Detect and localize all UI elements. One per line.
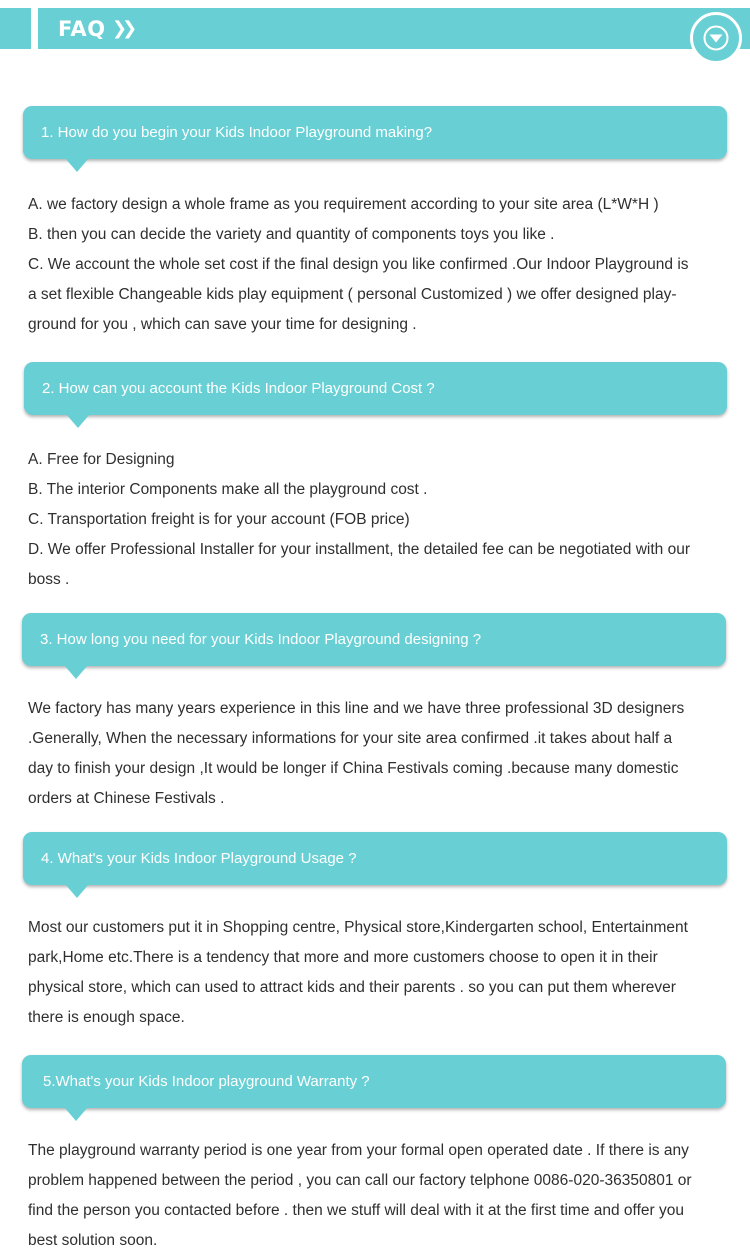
faq-question-5 (22, 1055, 726, 1108)
answer-line: a set flexible Changeable kids play equipment ( personal Customized ) we offer designed play- (28, 286, 677, 303)
answer-line: The playground warranty period is one year from your formal open operated date . If there is any (28, 1142, 689, 1159)
answer-line: We factory has many years experience in this line and we have three professional 3D designers (28, 700, 685, 717)
answer-line: park,Home etc.There is a tendency that more and more customers choose to open it in their (28, 949, 658, 966)
speech-tail (65, 158, 89, 172)
faq-answer-5 (28, 1136, 728, 1256)
answer-line: problem happened between the period , you can call our factory telphone 0086-020-36350801 or (28, 1172, 692, 1189)
speech-tail (66, 414, 90, 428)
speech-tail (64, 1107, 88, 1121)
question-text: 2. How can you account the Kids Indoor Playground Cost ? (42, 380, 435, 397)
answer-line: ground for you , which can save your time for designing . (28, 316, 417, 333)
answer-line: boss . (28, 571, 70, 588)
answer-line: orders at Chinese Festivals . (28, 790, 225, 807)
answer-line: D. We offer Professional Installer for your installment, the detailed fee can be negotiated with our (28, 541, 690, 558)
answer-line: there is enough space. (28, 1009, 185, 1026)
answer-line: B. then you can decide the variety and quantity of components toys you like . (28, 226, 555, 243)
faq-question-4 (23, 832, 727, 885)
speech-tail (65, 884, 89, 898)
faq-answer-4 (28, 913, 728, 1033)
answer-line: best solution soon. (28, 1232, 158, 1249)
question-text: 3. How long you need for your Kids Indoor Playground designing ? (40, 631, 482, 648)
chevron-down-circle-icon[interactable] (690, 12, 742, 64)
faq-answer-2 (28, 445, 728, 595)
page-title: FAQ (58, 17, 106, 41)
answer-line: Most our customers put it in Shopping centre, Physical store,Kindergarten school, Entertainment (28, 919, 688, 936)
answer-line: day to finish your design ,It would be longer if China Festivals coming .because many domestic (28, 760, 679, 777)
faq-question-1 (23, 106, 727, 159)
answer-line: C. We account the whole set cost if the final design you like confirmed .Our Indoor Playground is (28, 256, 689, 273)
faq-answer-1 (28, 190, 728, 340)
answer-line: find the person you contacted before . then we stuff will deal with it at the first time and offer you (28, 1202, 684, 1219)
answer-line: C. Transportation freight is for your account (FOB price) (28, 511, 410, 528)
answer-line: A. Free for Designing (28, 451, 175, 468)
question-text: 5.What's your Kids Indoor playground Warranty ? (43, 1073, 370, 1090)
header-bar (38, 8, 750, 49)
faq-header (0, 8, 750, 49)
faq-question-3 (22, 613, 726, 666)
answer-line: .Generally, When the necessary informations for your site area confirmed .it takes about half a (28, 730, 673, 747)
speech-tail (64, 665, 88, 679)
question-text: 1. How do you begin your Kids Indoor Playground making? (41, 124, 433, 141)
answer-line: physical store, which can used to attract kids and their parents . so you can put them wherever (28, 979, 676, 996)
question-text: 4. What's your Kids Indoor Playground Usage ? (41, 850, 357, 867)
faq-answer-3 (28, 694, 728, 814)
chevron-down-icon (703, 25, 729, 51)
answer-line: B. The interior Components make all the playground cost . (28, 481, 428, 498)
double-chevron-icon: ❯❯ (112, 18, 133, 39)
header-accent-block (0, 8, 31, 49)
answer-line: A. we factory design a whole frame as you requirement according to your site area (L*W*H ) (28, 196, 659, 213)
faq-question-2 (24, 362, 727, 415)
